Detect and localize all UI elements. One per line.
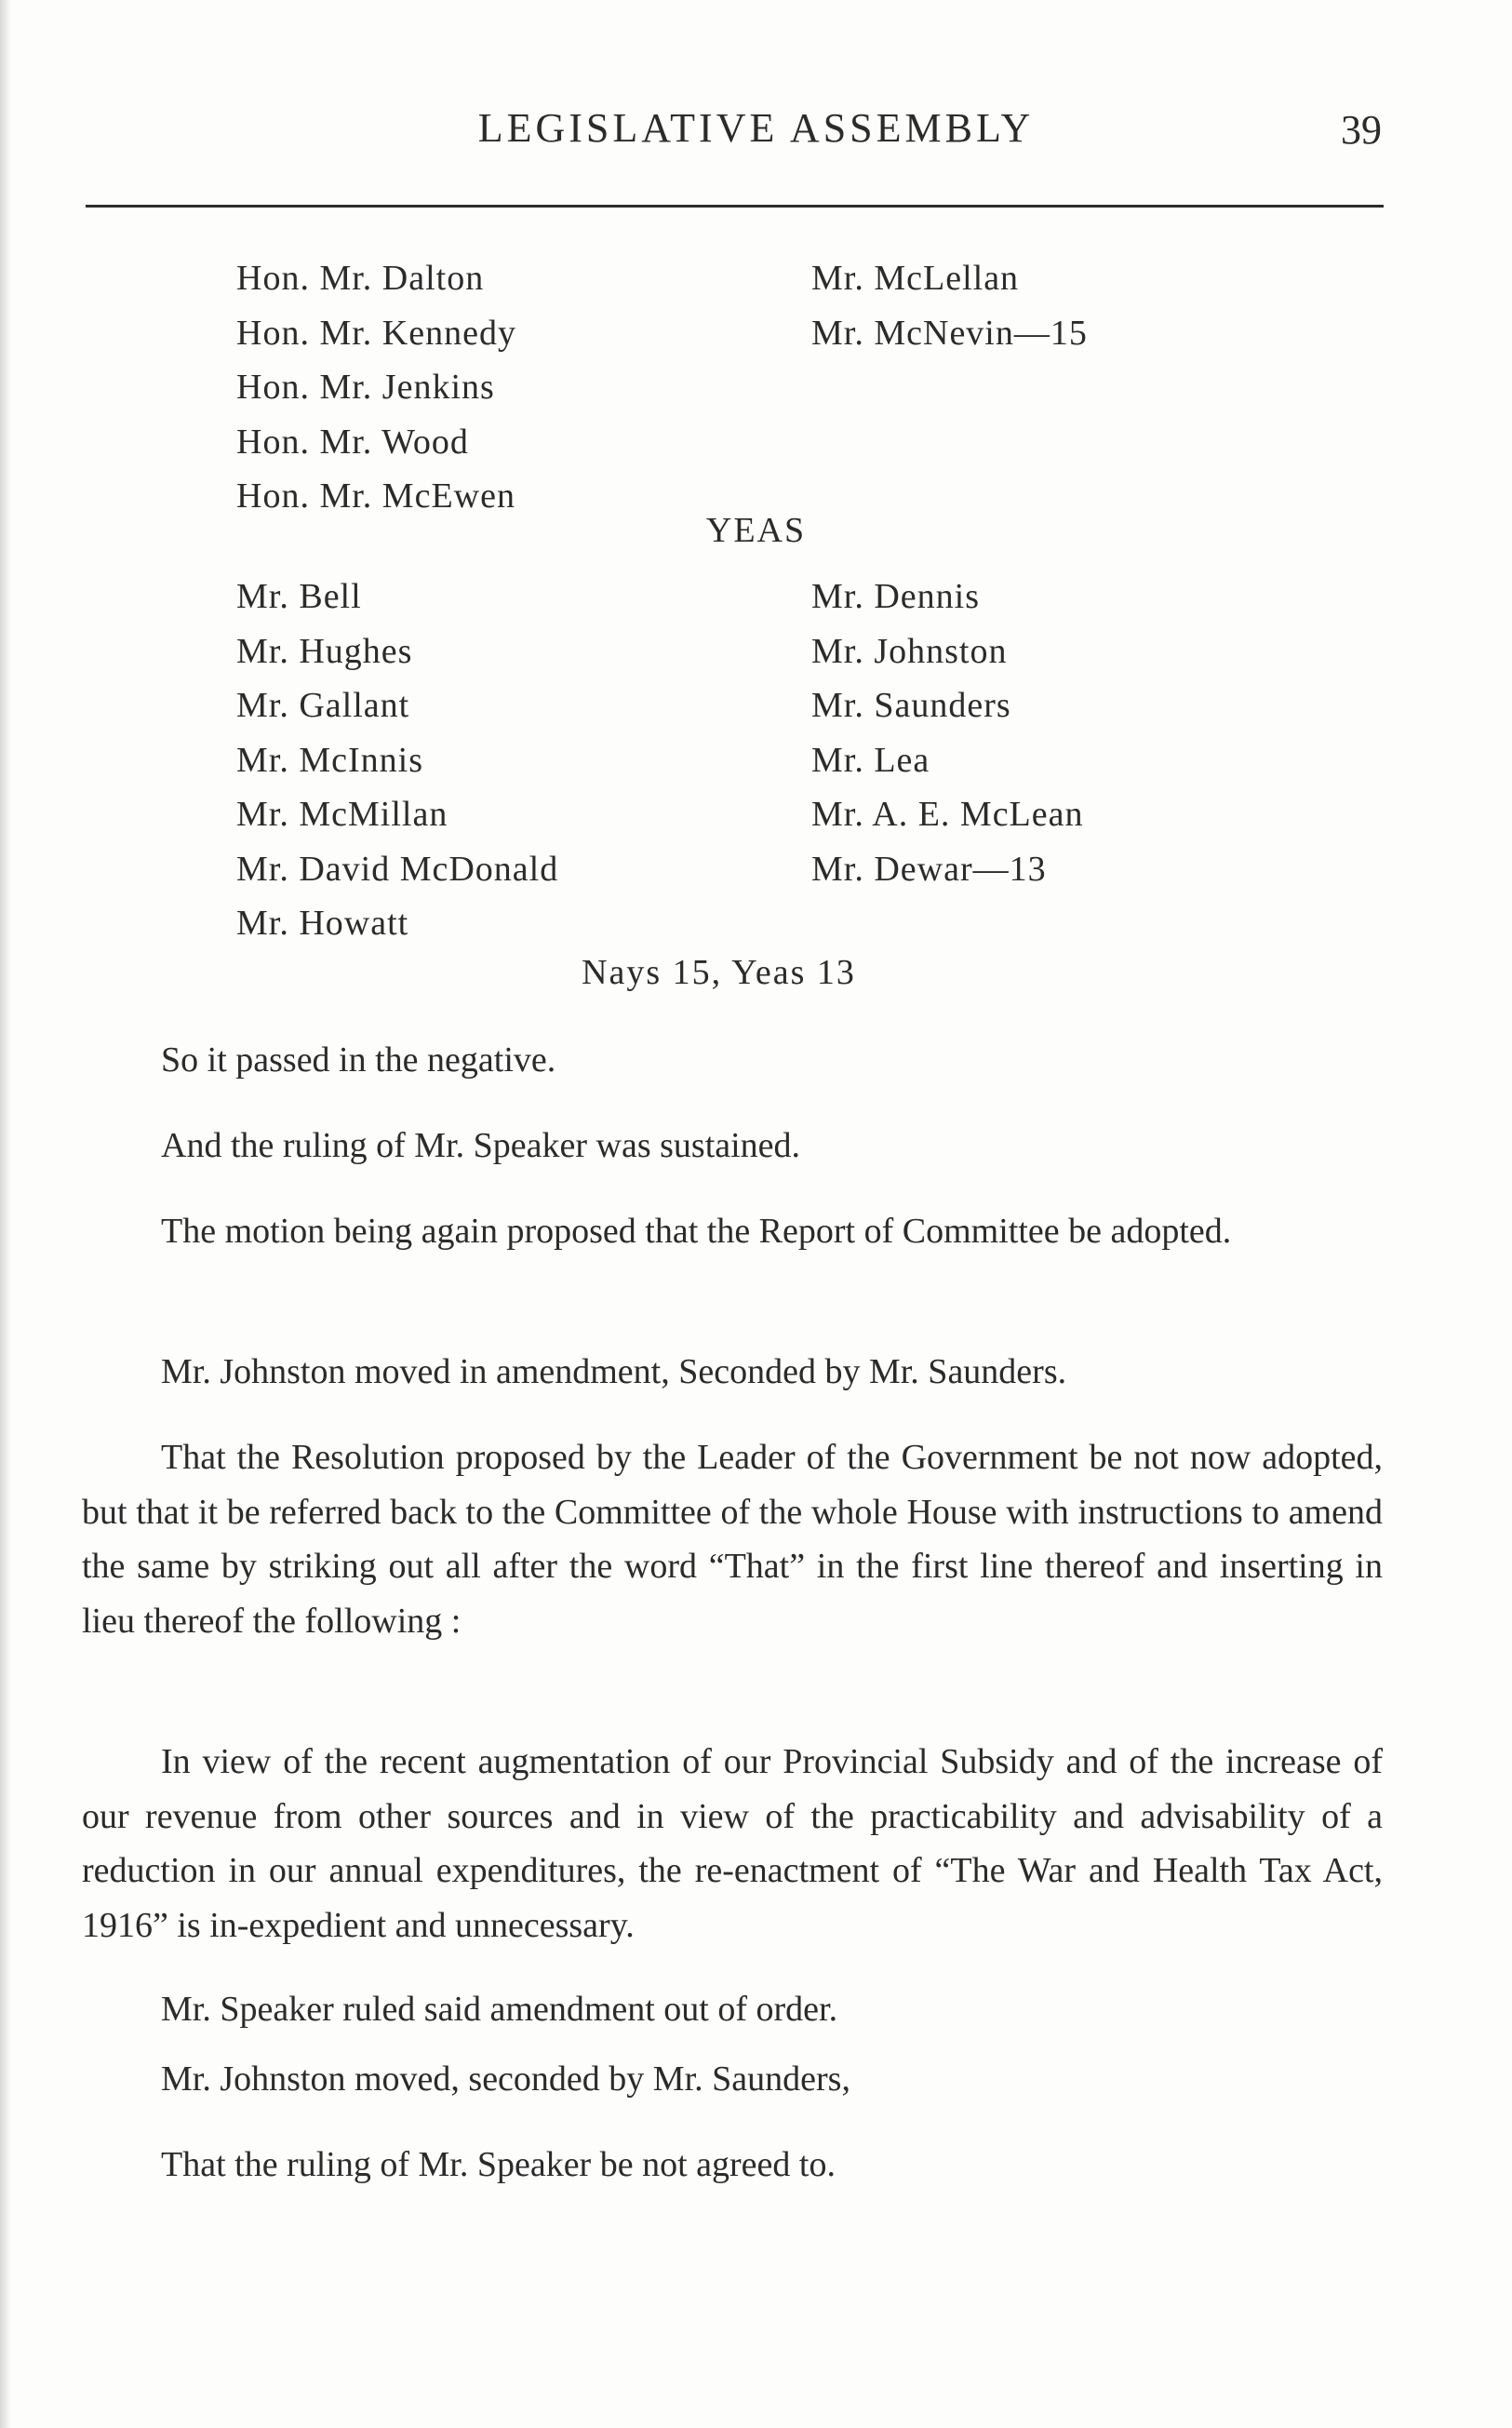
member-name: Mr. Johnston [811, 631, 1008, 671]
page-edge-shadow [0, 0, 11, 2428]
paragraph: That the ruling of Mr. Speaker be not agreed to. [161, 2145, 836, 2184]
member-name: Hon. Mr. Dalton [236, 259, 485, 298]
paragraph: Mr. Johnston moved, seconded by Mr. Saunders, [161, 2059, 850, 2099]
member-name: Mr. A. E. McLean [811, 795, 1084, 834]
page-number: 39 [1341, 107, 1382, 153]
member-name: Mr. Dewar—13 [811, 849, 1047, 889]
member-name: Mr. Bell [236, 577, 362, 616]
nays-right-column [811, 251, 1088, 360]
member-name: Mr. Lea [811, 740, 930, 780]
vote-tally: Nays 15, Yeas 13 [582, 953, 856, 992]
member-name: Hon. Mr. Kennedy [236, 313, 516, 353]
paragraph: In view of the recent augmentation of our Provincial Subsidy and of the increase of our revenue from other sources and in view of the practicability and advisability of a reduction in our annual expenditures, the re-enactment of “The War and Health Tax Act, 1916” is in-expedient and unnecessary. [82, 1742, 1383, 1945]
header-rule [86, 205, 1384, 208]
member-name: Mr. Howatt [236, 904, 409, 943]
yeas-left-column [236, 570, 558, 951]
member-name: Hon. Mr. Jenkins [236, 368, 495, 407]
member-name: Hon. Mr. Wood [236, 422, 469, 462]
member-name: Mr. David McDonald [236, 849, 559, 889]
yeas-right-column [811, 570, 1084, 896]
member-name: Mr. Dennis [811, 577, 980, 616]
running-header-title: LEGISLATIVE ASSEMBLY [477, 105, 1035, 151]
yeas-heading: YEAS [705, 511, 807, 550]
member-name: Mr. Hughes [236, 631, 413, 671]
paragraph: That the Resolution proposed by the Leader of the Government be not now adopted, but that it be referred back to the Committee of the whole House with instructions to amend the same by striking out all after the word “That” in the first line thereof and inserting in lieu thereof the following : [82, 1438, 1383, 1641]
paragraph: And the ruling of Mr. Speaker was sustained. [161, 1126, 801, 1165]
nays-left-column [236, 251, 516, 524]
member-name: Mr. Gallant [236, 686, 410, 725]
member-name: Mr. Saunders [811, 686, 1011, 725]
paragraph: So it passed in the negative. [161, 1040, 556, 1080]
member-name: Mr. McMillan [236, 795, 448, 834]
member-name: Mr. McInnis [236, 740, 423, 780]
paragraph: Mr. Johnston moved in amendment, Seconded by Mr. Saunders. [161, 1352, 1067, 1391]
paragraph: The motion being again proposed that the Report of Committee be adopted. [161, 1212, 1232, 1251]
member-name: Mr. McNevin—15 [811, 313, 1088, 353]
paragraph: Mr. Speaker ruled said amendment out of order. [161, 1990, 838, 2029]
member-name: Mr. McLellan [811, 259, 1020, 298]
member-name: Hon. Mr. McEwen [236, 476, 515, 516]
